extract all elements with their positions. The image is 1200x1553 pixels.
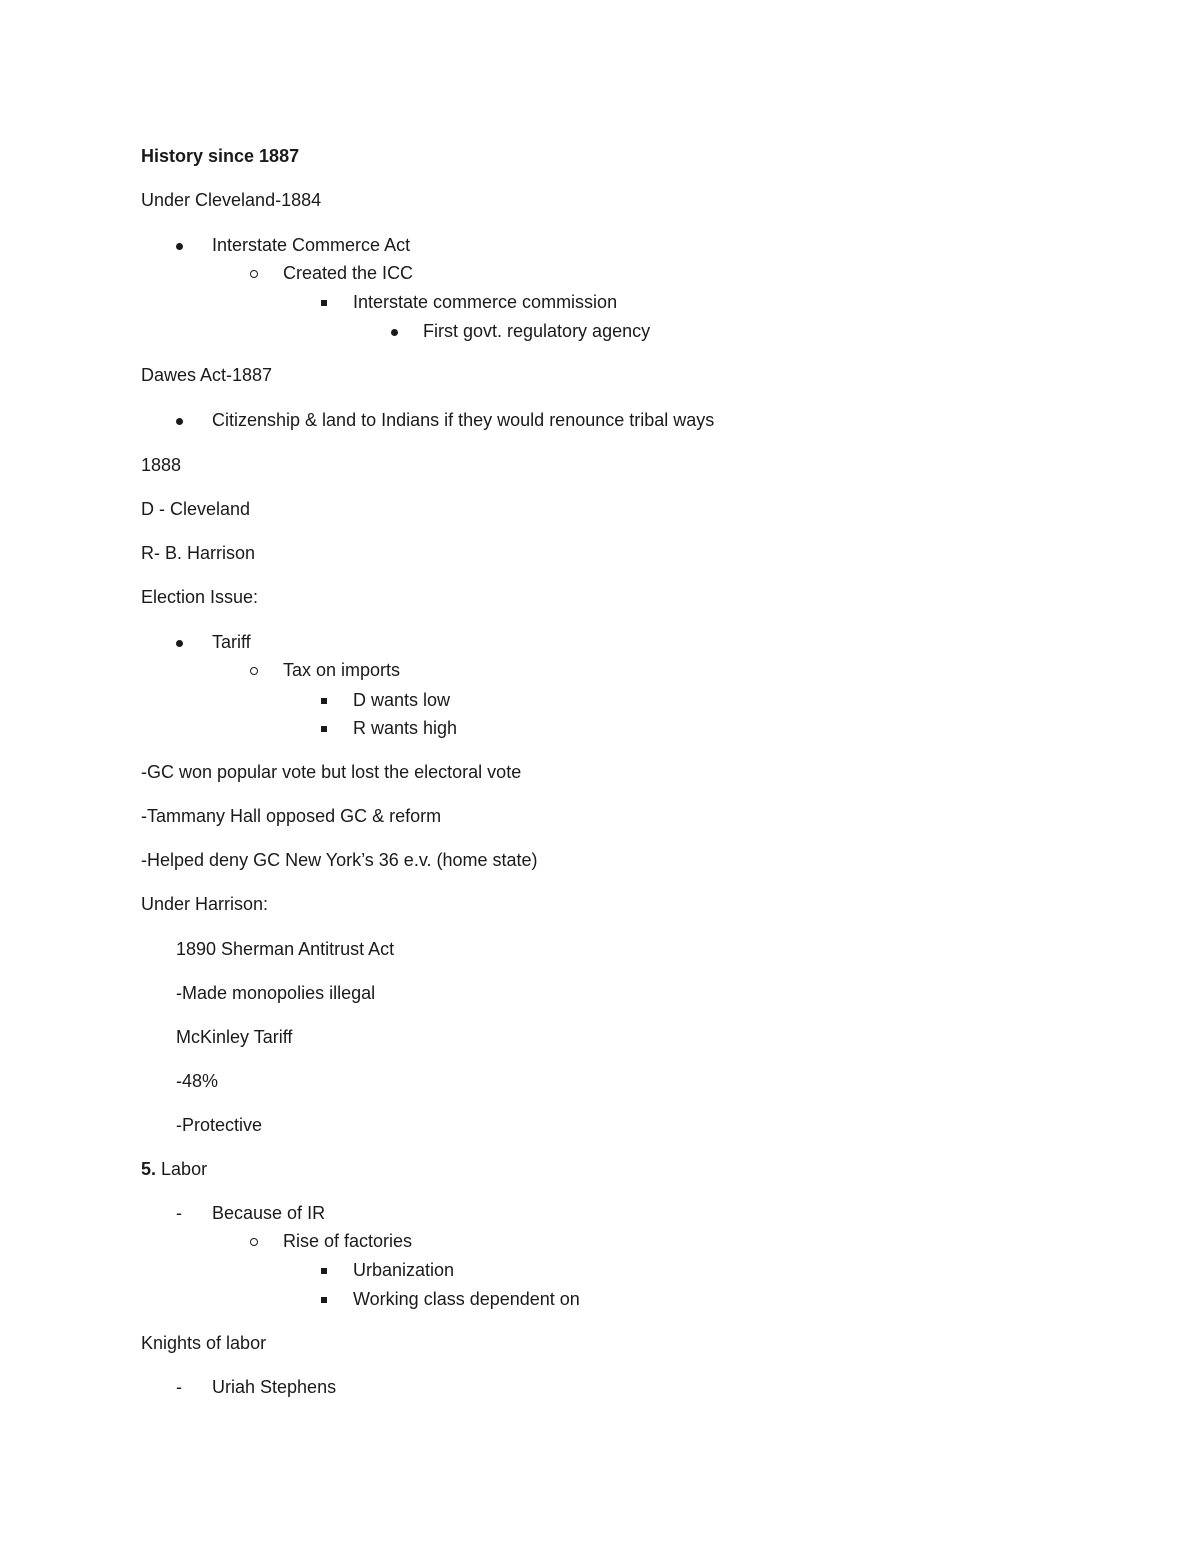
list-item: Urbanization (353, 1260, 455, 1280)
heading-knights-of-labor: Knights of labor (141, 1333, 267, 1353)
list-item: Because of IR (212, 1203, 326, 1223)
list-item: Rise of factories (283, 1231, 413, 1251)
text-line: -Tammany Hall opposed GC & reform (141, 806, 442, 826)
text-line: Election Issue: (141, 587, 259, 607)
heading-dawes-act: Dawes Act-1887 (141, 365, 273, 385)
bullet-disc-icon (387, 319, 401, 343)
bullet-disc-icon (172, 233, 186, 257)
dash-bullet: - (176, 1203, 182, 1223)
section-title: Labor (161, 1159, 208, 1179)
bullet-square-icon (317, 1287, 331, 1311)
text-line: -GC won popular vote but lost the electoral vote (141, 762, 522, 782)
list-item: D wants low (353, 690, 451, 710)
text-line: R- B. Harrison (141, 543, 256, 563)
bullet-circle-icon (247, 658, 261, 682)
list-item: Interstate Commerce Act (212, 235, 411, 255)
list-item: Interstate commerce commission (353, 292, 618, 312)
text-line: -48% (176, 1071, 219, 1091)
bullet-disc-icon (172, 630, 186, 654)
list-item: Citizenship & land to Indians if they would renounce tribal ways (212, 410, 715, 430)
list-item: R wants high (353, 718, 458, 738)
text-line: 1888 (141, 455, 182, 475)
heading-labor (141, 1157, 207, 1181)
list-item: First govt. regulatory agency (423, 321, 651, 341)
section-number: 5. (141, 1159, 157, 1179)
bullet-square-icon (317, 688, 331, 712)
heading-under-cleveland: Under Cleveland-1884 (141, 190, 322, 210)
list-item: Working class dependent on (353, 1289, 580, 1309)
list-item: Tariff (212, 632, 251, 652)
bullet-circle-icon (247, 261, 261, 285)
bullet-square-icon (317, 716, 331, 740)
list-item: Created the ICC (283, 263, 414, 283)
bullet-disc-icon (172, 408, 186, 432)
dash-bullet: - (176, 1377, 182, 1397)
text-line: McKinley Tariff (176, 1027, 293, 1047)
bullet-square-icon (317, 1258, 331, 1282)
heading-under-harrison: Under Harrison: (141, 894, 269, 914)
list-item: Uriah Stephens (212, 1377, 337, 1397)
bullet-circle-icon (247, 1229, 261, 1253)
bullet-square-icon (317, 290, 331, 314)
page-title: History since 1887 (141, 146, 300, 166)
text-line: -Helped deny GC New York’s 36 e.v. (home state) (141, 850, 538, 870)
text-line: -Made monopolies illegal (176, 983, 376, 1003)
text-line: 1890 Sherman Antitrust Act (176, 939, 395, 959)
list-item: Tax on imports (283, 660, 401, 680)
text-line: D - Cleveland (141, 499, 251, 519)
text-line: -Protective (176, 1115, 263, 1135)
